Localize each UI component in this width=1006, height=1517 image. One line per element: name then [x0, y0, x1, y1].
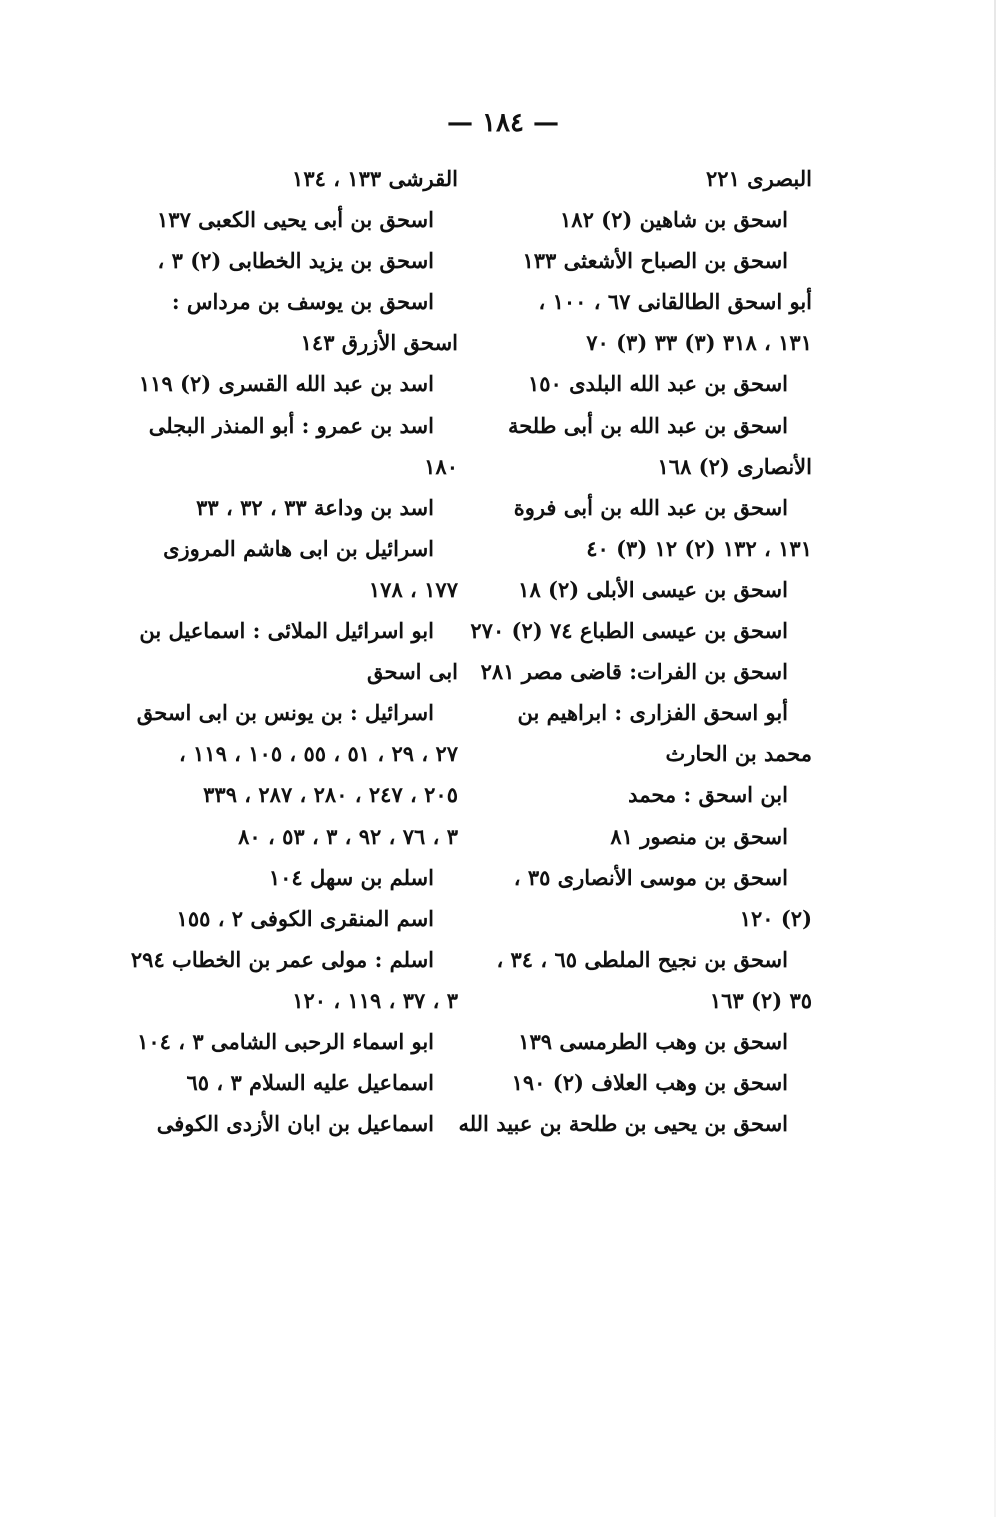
index-entry: ابو اسماء الرحبى الشامى ٣ ، ١٠٤ — [137, 1028, 434, 1054]
index-entry: اسد بن وداعة ٣٣ ، ٣٢ ، ٣٣ — [196, 494, 434, 520]
index-entry: اسحق بن منصور ٨١ — [610, 823, 788, 849]
index-column-left — [128, 158, 458, 1144]
index-entry: أبو اسحق الطالقانى ٦٧ ، ١٠٠ ، — [538, 289, 812, 315]
index-entry: اسحق بن نجيح الملطى ٦٥ ، ٣٤ ، — [496, 946, 788, 972]
index-entry: اسلم : مولى عمر بن الخطاب ٢٩٤ — [130, 946, 434, 972]
index-entry: ٣ ، ٧٦ ، ٩٢ ، ٣ ، ٥٣ ، ٨٠ — [238, 823, 458, 849]
index-entry: (٢) ١٢٠ — [739, 905, 812, 931]
index-entry: اسماعيل بن ابان الأزدى الكوفى — [156, 1111, 434, 1137]
index-entry: اسحق بن الفرات: قاضى مصر ٢٨١ — [480, 659, 788, 685]
index-entry: اسحق بن يوسف بن مرداس : — [171, 289, 434, 315]
index-entry: اسحق بن موسى الأنصارى ٣٥ ، — [513, 864, 788, 890]
index-entry: اسحق بن عبد الله بن أبى فروة — [513, 494, 788, 520]
index-column-right — [458, 158, 812, 1144]
index-entry: اسرائيل : بن يونس بن ابى اسحق — [136, 700, 434, 726]
index-entry: اسحق بن عبد الله بن أبى طلحة — [507, 412, 788, 438]
scan-edge-line — [994, 0, 996, 1517]
index-entry: اسحق بن عيسى الأبلى (٢) ١٨ — [518, 576, 788, 602]
index-entry: ابن اسحق : محمد — [628, 782, 788, 808]
index-entry: ١٧٧ ، ١٧٨ — [368, 576, 458, 602]
index-entry: اسلم بن سهل ١٠٤ — [268, 864, 434, 890]
index-entry: اسحق بن شاهين (٢) ١٨٢ — [560, 207, 788, 233]
index-entry: اسحق بن عيسى الطباع ٧٤ (٢) ٢٧٠ — [470, 618, 788, 644]
index-entry: اسرائيل بن ابى هاشم المروزى — [163, 535, 434, 561]
index-entry: ابو اسرائيل الملائى : اسماعيل بن — [139, 618, 434, 644]
index-entry: اسحق الأزرق ١٤٣ — [300, 330, 458, 356]
index-entry: اسحق بن أبى يحيى الكعبى ١٣٧ — [157, 207, 434, 233]
index-entry: ١٨٠ — [424, 453, 458, 479]
index-entry: القرشى ١٣٣ ، ١٣٤ — [292, 166, 458, 191]
index-entry: اسحق بن يزيد الخطابى (٢) ٣ ، — [157, 248, 434, 274]
index-entry: اسد بن عبد الله القسرى (٢) ١١٩ — [138, 371, 434, 397]
index-entry: أبو اسحق الفزارى : ابراهيم بن — [517, 700, 788, 726]
index-entry: اسد بن عمرو : أبو المنذر البجلى — [148, 412, 434, 438]
index-entry: ١٣١ ، ١٣٢ (٢) ١٢ (٣) ٤٠ — [586, 535, 812, 561]
index-entry: البصرى ٢٢١ — [706, 166, 812, 191]
index-entry: اسحق بن وهب العلاف (٢) ١٩٠ — [511, 1070, 788, 1096]
page-number: — ١٨٤ — — [446, 108, 560, 138]
index-entry: اسم المنقرى الكوفى ٢ ، ١٥٥ — [176, 905, 434, 931]
index-entry: اسحق بن يحيى بن طلحة بن عبيد الله — [458, 1111, 788, 1137]
index-entry: ٢٠٥ ، ٢٤٧ ، ٢٨٠ ، ٢٨٧ ، ٣٣٩ — [203, 782, 458, 808]
index-entry: اسحق بن وهب الطرمسى ١٣٩ — [518, 1028, 788, 1054]
index-entry: اسحق بن عبد الله البلدى ١٥٠ — [527, 371, 788, 397]
index-entry: ٣٥ (٢) ١٦٣ — [709, 987, 812, 1013]
index-entry: اسماعيل عليه السلام ٣ ، ٦٥ — [186, 1070, 434, 1096]
index-entry: ٣ ، ٣٧ ، ١١٩ ، ١٢٠ — [292, 987, 458, 1013]
index-entry: اسحق بن الصباح الأشعثى ١٣٣ — [522, 248, 788, 274]
index-entry: الأنصارى (٢) ١٦٨ — [657, 453, 812, 479]
index-entry: ابى اسحق — [367, 659, 458, 685]
index-entry: محمد بن الحارث — [665, 741, 812, 767]
index-entry: ٢٧ ، ٢٩ ، ٥١ ، ٥٥ ، ١٠٥ ، ١١٩ ، — [178, 741, 458, 767]
index-entry: ١٣١ ، ٣١٨ (٣) ٣٣ (٣) ٧٠ — [586, 330, 812, 356]
